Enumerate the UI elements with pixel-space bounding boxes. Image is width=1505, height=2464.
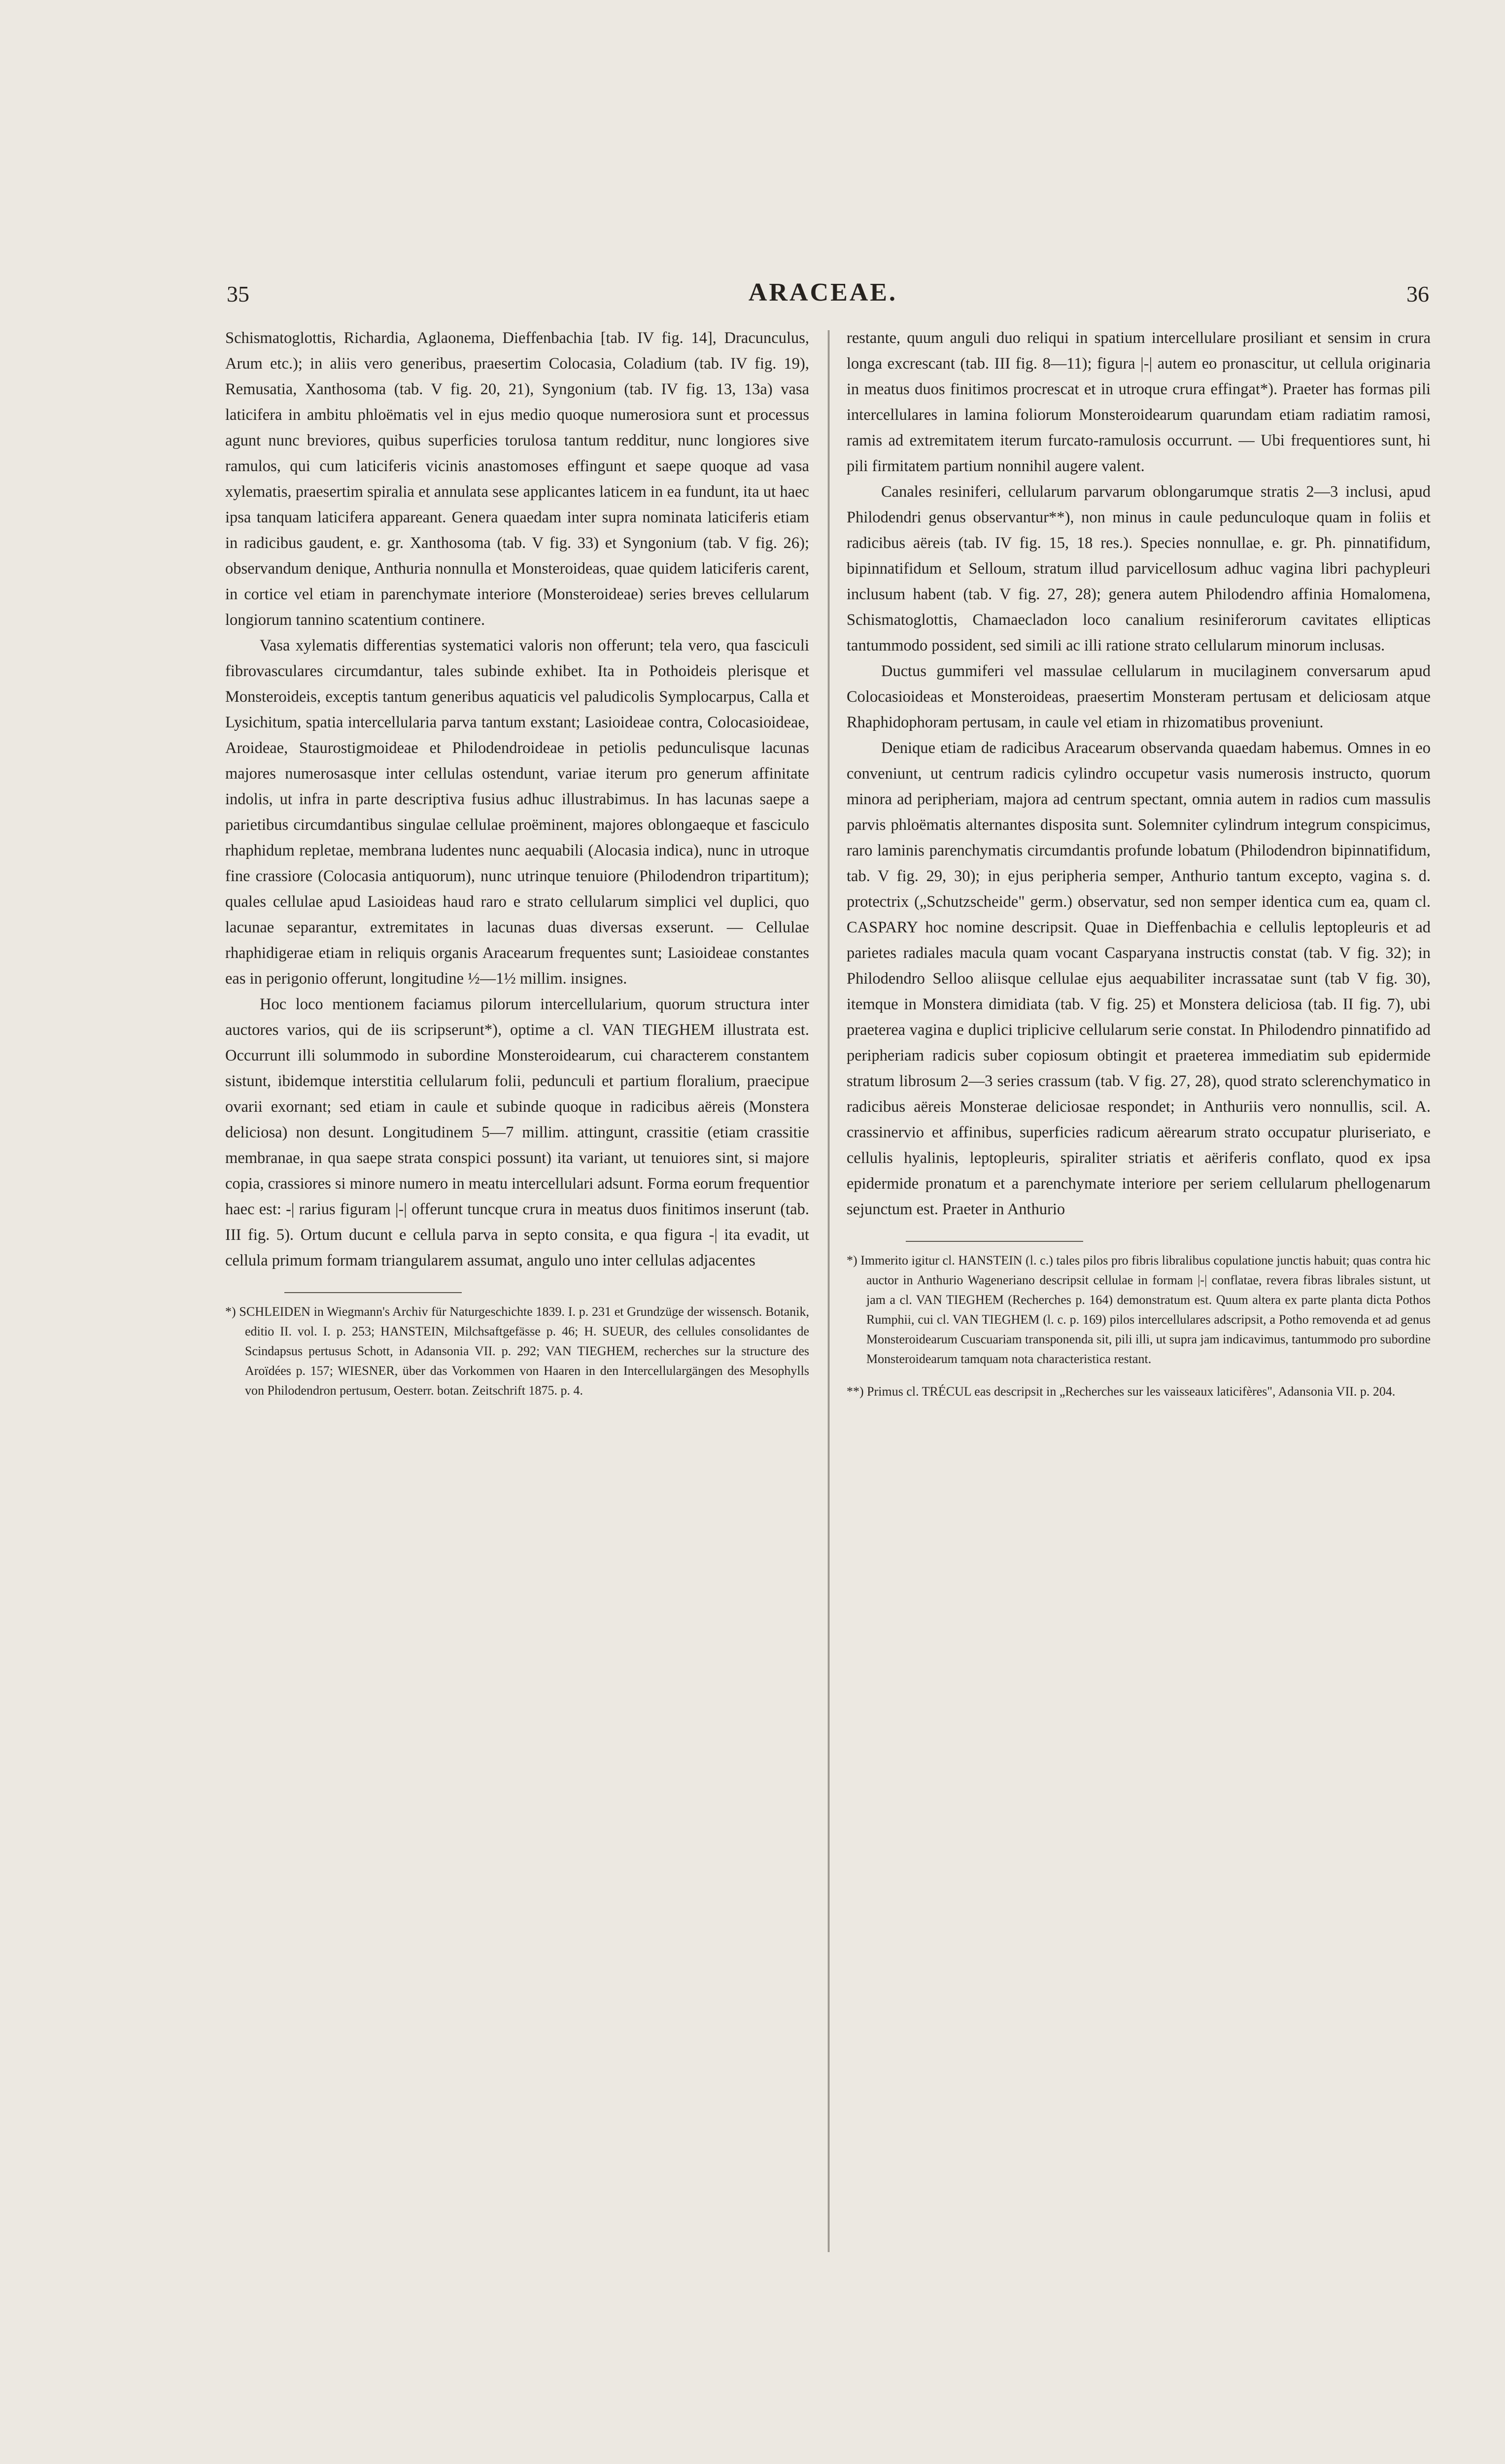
paragraph: Schismatoglottis, Richardia, Aglaonema, Dieffenbachia [tab. IV fig. 14], Dracunculus, Arum etc.); in aliis vero generibus, praesertim Colocasia, Coladium (tab. IV fig. 19), Remusatia, Xanthosoma (tab. V fig. 20, 21), Syngonium (tab. IV fig. 13, 13a) vasa laticifera in ambitu phloëmatis vel in ejus medio quoque numerosiora sunt et processus agunt nunc breviores, quibus superficies torulosa tantum redditur, nunc longiores sive ramulos, qui cum laticiferis vicinis anastomoses effingunt et saepe quoque ad vasa xylematis, praesertim spiralia et annulata sese applicantes laticem in ea fundunt, ita ut haec ipsa tanquam laticifera appareant. Genera quaedam inter supra nominata laticiferis etiam in radicibus gaudent, e. gr. Xanthosoma (tab. V fig. 33) et Syngonium (tab. V fig. 26); observandum denique, Anthuria nonnulla et Monsteroideas, quae quidem laticiferis carent, in cortice vel etiam in parenchymate interiore (Monsteroideae) series breves cellularum longiorum tannino scatentium continere. (225, 329, 809, 629)
paragraph: Canales resiniferi, cellularum parvarum oblongarumque stratis 2—3 inclusi, apud Philodendri genus observantur**), non minus in caule pedunculoque quam in foliis et radicibus aëreis (tab. IV fig. 15, 18 res.). Species nonnullae, e. gr. Ph. pinnatifidum, bipinnatifidum et Selloum, stratum illud parvicellosum adhuc vagina libri pachypleuri inclusum habent (tab. V fig. 27, 28); genera autem Philodendro affinia Homalomena, Schismatoglottis, Chamaecladon loco canalium resiniferorum cavitates ellipticas tantummodo possident, sed simili ac illi ratione strato cellularum minorum inclusas. (847, 483, 1431, 654)
page-number-right: 36 (1406, 281, 1429, 307)
left-column (225, 325, 809, 1401)
paragraph: Vasa xylematis differentias systematici valoris non offerunt; tela vero, qua fasciculi fibrovasculares circumdantur, tales subinde exhibet. Ita in Pothoideis plerisque et Monsteroideis, exceptis tantum generibus aquaticis vel paludicolis Symplocarpus, Calla et Lysichitum, spatia intercellularia parva tantum exstant; Lasioideae contra, Colocasioideae, Aroideae, Staurostigmoideae et Philodendroideae in petiolis pedunculisque lacunas majores numerosasque inter cellulas ostendunt, variae iterum pro generum affinitate indolis, ut infra in parte descriptiva fusius adhuc illustrabimus. In has lacunas saepe a parietibus circumdantibus singulae cellulae proëminent, majores oblongaeque et fasciculo rhaphidum repletae, membrana ludentes nunc aequabili (Alocasia indica), nunc in utroque fine crassiore (Colocasia antiquorum), nunc utrinque tenuiore (Philodendron tripartitum); quales cellulae apud Lasioideas haud raro e strato cellularum simplici vel duplici, quo lacunae separantur, extremitates in lacunas duas diversas exserunt. — Cellulae rhaphidigerae etiam in reliquis organis Aracearum frequentes sunt; Lasioideae constantes eas in perigonio offerunt, longitudine ½—1½ millim. insignes. (225, 637, 809, 988)
page-header (217, 276, 1429, 315)
paragraph: Denique etiam de radicibus Aracearum observanda quaedam habemus. Omnes in eo conveniunt, ut centrum radicis cylindro occupetur vasis numerosis instructo, quorum minora ad peripheriam, majora ad centrum spectant, omnia autem in radios cum massulis parvis phloëmatis alternantes disposita sunt. Solemniter cylindrum integrum conspicimus, raro laminis parenchymatis circumdantis profunde lobatum (Philodendron bipinnatifidum, tab. V fig. 29, 30); in ejus peripheria semper, Anthurio tantum excepto, vagina s. d. protectrix („Schutzscheide" germ.) observatur, sed non semper identica cum ea, quam cl. CASPARY hoc nomine descripsit. Quae in Dieffenbachia e cellulis leptopleuris et ad parietes radiales macula quam vocant Casparyana instructis constat (tab. V fig. 32); in Philodendro Selloo aliisque cellulae ejus aequabiliter incrassatae sunt (tab V fig. 30), itemque in Monstera dimidiata (tab. V fig. 25) et Monstera deliciosa (tab. II fig. 7), ubi praeterea vagina e duplici triplicive cellularum serie constat. In Philodendro pinnatifido ad peripheriam radicis suber copiosum obtingit et praeterea immediatim sub epidermide stratum librosum 2—3 series crassum (tab. V fig. 27, 28), quod strato sclerenchymatico in radicibus aëreis Monsterae deliciosae respondet; in Anthuriis vero nonnullis, scil. A. crassinervio et affinibus, superficies radicum aërearum strato occupatur pluriseriato, e cellulis hyalinis, leptopleuris, spiraliter striatis et aëriferis conflato, quod ex ipsa epidermide pronatum et a parenchymate interiore per seriem cellularum phellogenarum sejunctum est. Praeter in Anthurio (847, 739, 1431, 1218)
column-divider (828, 330, 829, 2252)
footnote: *) Immerito igitur cl. HANSTEIN (l. c.) tales pilos pro fibris libralibus copulatione junctis habuit; quas contra hic auctor in Anthurio Wageneriano descripsit cellulae in formam |-| conflatae, revera fibras librales sistunt, ut jam a cl. VAN TIEGHEM (Recherches p. 164) demonstratum est. Quum altera ex parte planta dicta Pothos Rumphii, cui cl. VAN TIEGHEM (l. c. p. 169) pilos intercellulares adscripsit, a Potho removenda et ad genus Monsteroidearum Cuscuariam transponenda sit, pili illi, ut supra jam indicavimus, tantummodo pro subordine Monsteroidearum tamquam nota characteristica restant. (847, 1253, 1431, 1366)
footnote: *) SCHLEIDEN in Wiegmann's Archiv für Naturgeschichte 1839. I. p. 231 et Grundzüge der wissensch. Botanik, editio II. vol. I. p. 253; HANSTEIN, Milchsaftgefässe p. 46; H. SUEUR, des cellules consolidantes de Scindapsus pertusus Schott, in Adansonia VII. p. 292; VAN TIEGHEM, recherches sur la structure des Aroïdées p. 157; WIESNER, über das Vorkommen von Haaren in den Intercellulargängen des Mesophylls von Philodendron pertusum, Oesterr. botan. Zeitschrift 1875. p. 4. (225, 1304, 809, 1398)
running-title: ARACEAE. (748, 278, 898, 307)
footnote: **) Primus cl. TRÉCUL eas descripsit in „Recherches sur les vaisseaux laticifères", Adansonia VII. p. 204. (847, 1384, 1396, 1399)
footnote-divider (906, 1241, 1083, 1242)
page-number-left: 35 (227, 281, 249, 307)
right-column (847, 325, 1431, 1402)
paragraph: Hoc loco mentionem faciamus pilorum intercellularium, quorum structura inter auctores varios, qui de iis scripserunt*), optime a cl. VAN TIEGHEM illustrata est. Occurrunt illi solummodo in subordine Monsteroidearum, cui characterem constantem sistunt, ibidemque interstitia cellularum folii, pedunculi et partium floralium, praecipue ovarii exornant; sed etiam in caule et subinde quoque in radicibus aëreis (Monstera deliciosa) non desunt. Longitudinem 5—7 millim. attingunt, crassitie (etiam crassitie membranae, in qua saepe strata conspici possunt) ita variant, ut tenuiores sint, si majore copia, crassiores si minore numero in meatu intercellulari adsunt. Forma eorum frequentior haec est: -| rarius figuram |-| offerunt tuncque crura in meatus duos finitimos inserunt (tab. III fig. 5). Ortum ducunt e cellula parva in septo consita, e qua figura -| ita evadit, ut cellula primum formam triangularem assumat, angulo uno inter cellulas adjacentes (225, 995, 809, 1269)
footnote-divider (284, 1292, 462, 1293)
paragraph: restante, quum anguli duo reliqui in spatium intercellulare prosiliant et sensim in crura longa excrescant (tab. III fig. 8—11); figura |-| autem eo pronascitur, ut cellula originaria in meatus duos finitimos procrescat et in utroque crura effingat*). Praeter has formas pili intercellulares in lamina foliorum Monsteroidearum quarundam etiam radiatim ramosi, ramis ad extremitatem iterum furcato-ramulosis occurrunt. — Ubi frequentiores sunt, hi pili firmitatem partium nonnihil augere valent. (847, 329, 1431, 475)
paragraph: Ductus gummiferi vel massulae cellularum in mucilaginem conversarum apud Colocasioideas et Monsteroideas, praesertim Monsteram pertusam et deliciosam atque Rhaphidophoram pertusam, in caule vel etiam in rhizomatibus proveniunt. (847, 662, 1431, 731)
